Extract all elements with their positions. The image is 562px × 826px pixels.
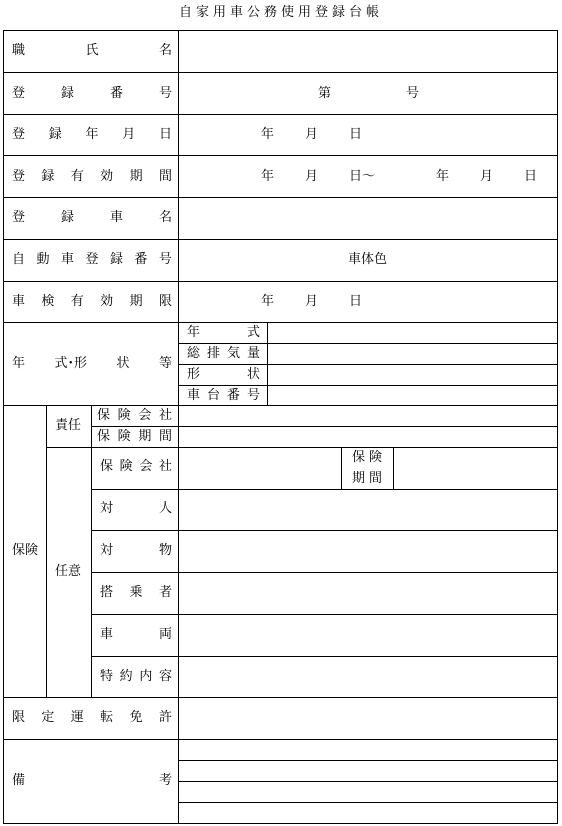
shaken-tsuki: 月	[305, 294, 319, 309]
nini-kikan-label-1: 保険	[352, 450, 387, 465]
sublabel-sohaikiryo: 総 排 気 量	[187, 346, 260, 361]
label-toroku-yuko-kikan: 登 録 有 効 期 間	[12, 169, 172, 184]
label-biko: 備 考	[12, 773, 172, 788]
label-gentei-unten-menkyo: 限 定 運 転 免 許	[12, 710, 172, 725]
yuko-hi-kara: 日～	[349, 169, 376, 184]
sekinin-hoken-kaisha: 保 険 会 社	[97, 408, 172, 423]
yuko-nen2: 年	[436, 169, 450, 184]
label-shokushimei: 職 氏 名	[12, 43, 172, 58]
toroku-tsuki: 月	[305, 127, 319, 142]
sublabel-keijo: 形 状	[187, 367, 260, 382]
page-title: 自家用車公務使用登録台帳	[178, 5, 383, 20]
label-jidosha-toroku-bango: 自 動 車 登 録 番 号	[12, 252, 172, 267]
label-sekinin: 責任	[55, 418, 82, 433]
shaken-hi: 日	[349, 294, 363, 309]
toroku-bango-go: 号	[406, 86, 420, 101]
yuko-tsuki: 月	[305, 169, 319, 184]
yuko-hi2: 日	[524, 169, 538, 184]
sekinin-hoken-kikan: 保 険 期 間	[97, 429, 172, 444]
nini-taijin: 対 人	[100, 501, 172, 516]
label-nenshiki-keijo: 年 式･形 状 等	[12, 356, 172, 371]
sublabel-nenshiki: 年 式	[187, 325, 260, 340]
label-toroku-shamei: 登 録 車 名	[12, 210, 172, 225]
label-shaken-yuko-kigen: 車 検 有 効 期 限	[12, 294, 172, 309]
shaken-nen: 年	[261, 294, 275, 309]
shataishoku-label: 車体色	[348, 252, 388, 267]
nini-sharyo: 車 両	[100, 627, 172, 642]
toroku-hi: 日	[349, 127, 363, 142]
label-toroku-bango: 登 録 番 号	[12, 86, 172, 101]
nini-tojosha: 搭 乗 者	[100, 585, 172, 600]
label-toroku-nengappi: 登 録 年 月 日	[12, 127, 172, 142]
nini-hoken-kaisha: 保 険 会 社	[100, 459, 172, 474]
nini-tokuyaku-naiyo: 特 約 内 容	[100, 669, 172, 684]
label-nini: 任意	[55, 564, 82, 579]
nini-taibutsu: 対 物	[100, 543, 172, 558]
sublabel-shadai-bango: 車 台 番 号	[187, 388, 260, 403]
yuko-nen: 年	[261, 169, 275, 184]
yuko-tsuki2: 月	[480, 169, 494, 184]
nini-kikan-label-2: 期間	[352, 471, 387, 486]
label-hoken: 保険	[12, 543, 39, 558]
toroku-bango-dai: 第	[318, 86, 332, 101]
toroku-nen: 年	[261, 127, 275, 142]
